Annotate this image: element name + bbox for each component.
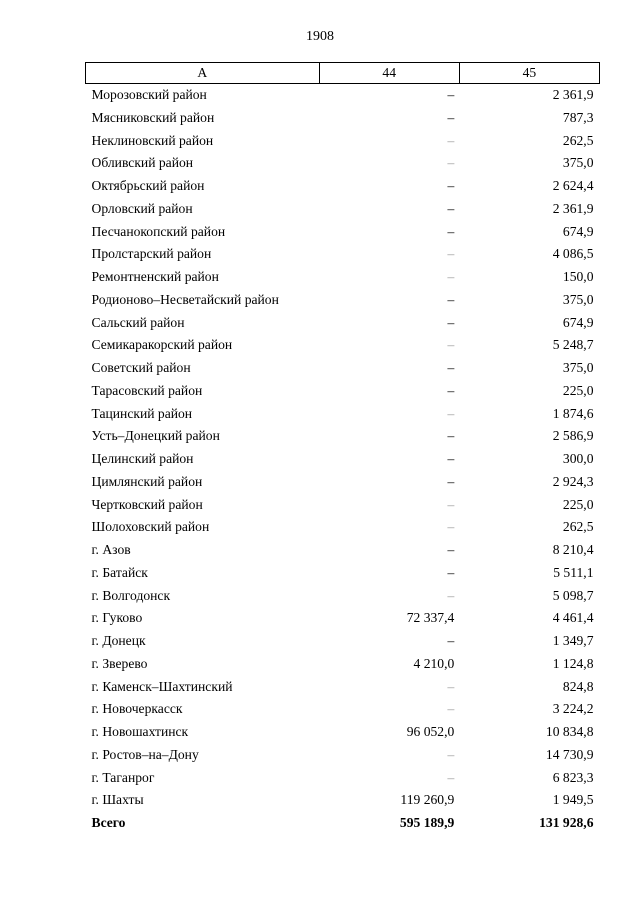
- row-value-44-cell: –: [447, 291, 455, 307]
- row-value-44-cell: –: [447, 109, 455, 125]
- table-row: [86, 130, 600, 153]
- row-value-45-cell: 225,0: [562, 496, 594, 512]
- table-row: [86, 312, 600, 335]
- row-value-45-cell: 262,5: [562, 519, 594, 535]
- data-table: [85, 62, 600, 835]
- row-value-44-cell: –: [447, 405, 455, 421]
- row-value-44-cell: –: [447, 246, 455, 262]
- row-value-45-cell: 150,0: [562, 269, 594, 284]
- row-value-45-cell: 8 210,4: [552, 542, 594, 557]
- row-name-cell: Песчанокопский район: [91, 223, 226, 239]
- column-header-44: 44: [319, 63, 459, 84]
- row-value-44-cell: –: [447, 633, 455, 648]
- row-value-45-cell: 2 624,4: [552, 178, 594, 193]
- row-value-45-cell: 375,0: [562, 291, 594, 307]
- row-value-45-cell: 1 874,6: [552, 405, 594, 421]
- column-header-a: А: [86, 63, 320, 84]
- row-name-cell: г. Зверево: [91, 655, 148, 671]
- row-value-44-cell: 72 337,4: [406, 610, 455, 626]
- row-value-44-cell: 4 210,0: [413, 655, 455, 671]
- row-value-44-cell: –: [447, 587, 455, 603]
- row-value-45-cell: 2 361,9: [552, 87, 594, 102]
- row-name-cell: Пролстарский район: [91, 246, 212, 262]
- row-name-cell: Обливский район: [91, 155, 194, 171]
- total-value-45-cell: 131 928,6: [539, 815, 594, 830]
- row-value-44-cell: –: [447, 451, 455, 466]
- row-value-45-cell: 5 511,1: [553, 564, 594, 580]
- row-name-cell: г. Новочеркасск: [91, 701, 183, 717]
- row-value-44-cell: –: [447, 746, 455, 762]
- row-name-cell: г. Азов: [91, 542, 131, 557]
- row-value-45-cell: 10 834,8: [545, 724, 594, 739]
- table-row: [86, 653, 600, 676]
- row-value-45-cell: 5 248,7: [552, 337, 594, 353]
- row-name-cell: г. Донецк: [91, 633, 146, 648]
- table-row: [86, 767, 600, 790]
- row-name-cell: Усть–Донецкий район: [91, 428, 220, 444]
- row-value-44-cell: 96 052,0: [406, 724, 455, 739]
- table-row: [86, 221, 600, 244]
- table-row: [86, 471, 600, 494]
- table-row: [86, 357, 600, 380]
- total-value-44-cell: 595 189,9: [399, 815, 455, 830]
- row-name-cell: Шолоховский район: [91, 519, 210, 535]
- row-value-44-cell: –: [447, 519, 455, 535]
- table-row: [86, 562, 600, 585]
- row-value-45-cell: 225,0: [562, 382, 594, 398]
- row-name-cell: Неклиновский район: [91, 132, 214, 148]
- row-value-45-cell: 674,9: [562, 223, 594, 239]
- row-name-cell: г. Гуково: [91, 610, 143, 626]
- total-label-cell: Всего: [91, 815, 126, 830]
- table-row: [86, 630, 600, 653]
- row-name-cell: Орловский район: [91, 200, 193, 216]
- row-value-44-cell: –: [447, 382, 455, 398]
- row-value-44-cell: 119 260,9: [400, 792, 455, 808]
- row-value-44-cell: –: [447, 428, 455, 444]
- row-value-44-cell: –: [447, 496, 455, 512]
- row-value-44-cell: –: [447, 473, 455, 489]
- row-value-45-cell: 674,9: [562, 314, 594, 330]
- row-name-cell: Цимлянский район: [91, 473, 203, 489]
- row-name-cell: Целинский район: [91, 451, 194, 466]
- table-row: [86, 107, 600, 130]
- row-name-cell: г. Новошахтинск: [91, 724, 189, 739]
- table-row: [86, 744, 600, 767]
- row-name-cell: г. Батайск: [91, 564, 148, 580]
- table-row: [86, 607, 600, 630]
- table-row: [86, 425, 600, 448]
- row-value-45-cell: 5 098,7: [552, 587, 594, 603]
- row-value-45-cell: 375,0: [562, 155, 594, 171]
- table-row: [86, 289, 600, 312]
- row-value-45-cell: 824,8: [562, 678, 594, 694]
- row-value-44-cell: –: [447, 314, 455, 330]
- table-header-row: [86, 63, 600, 84]
- table-row: [86, 494, 600, 517]
- row-value-44-cell: –: [447, 200, 455, 216]
- row-value-44-cell: –: [447, 155, 455, 171]
- row-name-cell: г. Таганрог: [91, 769, 155, 785]
- row-value-45-cell: 6 823,3: [552, 769, 594, 785]
- row-value-45-cell: 14 730,9: [545, 746, 594, 762]
- row-name-cell: г. Волгодонск: [91, 587, 171, 603]
- row-value-45-cell: 1 949,5: [552, 792, 594, 808]
- row-name-cell: Семикаракорский район: [91, 337, 233, 353]
- row-value-45-cell: 1 124,8: [552, 655, 594, 671]
- page-number: 1908: [306, 29, 334, 44]
- table-body: [86, 84, 600, 835]
- row-value-44-cell: –: [447, 269, 455, 284]
- column-header-45: 45: [459, 63, 599, 84]
- row-value-44-cell: –: [447, 701, 455, 717]
- row-name-cell: Советский район: [91, 360, 191, 375]
- row-value-45-cell: 787,3: [562, 109, 594, 125]
- table-row: [86, 585, 600, 608]
- row-name-cell: Сальский район: [91, 314, 185, 330]
- row-value-44-cell: –: [447, 87, 455, 102]
- row-name-cell: Мясниковский район: [91, 109, 215, 125]
- row-value-45-cell: 262,5: [562, 132, 594, 148]
- row-value-45-cell: 4 461,4: [552, 610, 594, 626]
- table-row: [86, 516, 600, 539]
- table-row: [86, 539, 600, 562]
- row-name-cell: Октябрьский район: [91, 178, 205, 193]
- row-value-44-cell: –: [447, 542, 455, 557]
- row-name-cell: Чертковский район: [91, 496, 203, 512]
- table-row: [86, 721, 600, 744]
- row-value-44-cell: –: [447, 337, 455, 353]
- row-value-45-cell: 2 924,3: [552, 473, 594, 489]
- row-name-cell: Морозовский район: [91, 87, 207, 102]
- table-row: [86, 243, 600, 266]
- table-row: [86, 448, 600, 471]
- row-name-cell: Ремонтненский район: [91, 269, 219, 284]
- table-row: [86, 403, 600, 426]
- row-value-45-cell: 2 361,9: [552, 200, 594, 216]
- row-value-45-cell: 3 224,2: [552, 701, 594, 717]
- row-value-45-cell: 375,0: [562, 360, 594, 375]
- table-row: [86, 198, 600, 221]
- table-row: [86, 698, 600, 721]
- row-value-44-cell: –: [447, 178, 455, 193]
- row-value-45-cell: 4 086,5: [552, 246, 594, 262]
- row-value-44-cell: –: [447, 769, 455, 785]
- table-row: [86, 789, 600, 812]
- row-value-45-cell: 2 586,9: [552, 428, 594, 444]
- table-row: [86, 676, 600, 699]
- total-row: [86, 812, 600, 835]
- row-name-cell: Тацинский район: [91, 405, 193, 421]
- table-row: [86, 334, 600, 357]
- row-value-44-cell: –: [447, 564, 455, 580]
- table-row: [86, 175, 600, 198]
- row-name-cell: г. Каменск–Шахтинский: [91, 678, 233, 694]
- table-row: [86, 266, 600, 289]
- row-value-44-cell: –: [447, 132, 455, 148]
- row-name-cell: Родионово–Несветайский район: [91, 291, 279, 307]
- row-value-44-cell: –: [447, 223, 455, 239]
- row-value-44-cell: –: [447, 678, 455, 694]
- table-row: [86, 380, 600, 403]
- row-name-cell: Тарасовский район: [91, 382, 203, 398]
- row-value-45-cell: 1 349,7: [552, 633, 594, 648]
- table-row: [86, 152, 600, 175]
- row-value-45-cell: 300,0: [562, 451, 594, 466]
- row-name-cell: г. Ростов–на–Дону: [91, 746, 199, 762]
- table-row: [86, 84, 600, 107]
- row-value-44-cell: –: [447, 360, 455, 375]
- row-name-cell: г. Шахты: [91, 792, 144, 808]
